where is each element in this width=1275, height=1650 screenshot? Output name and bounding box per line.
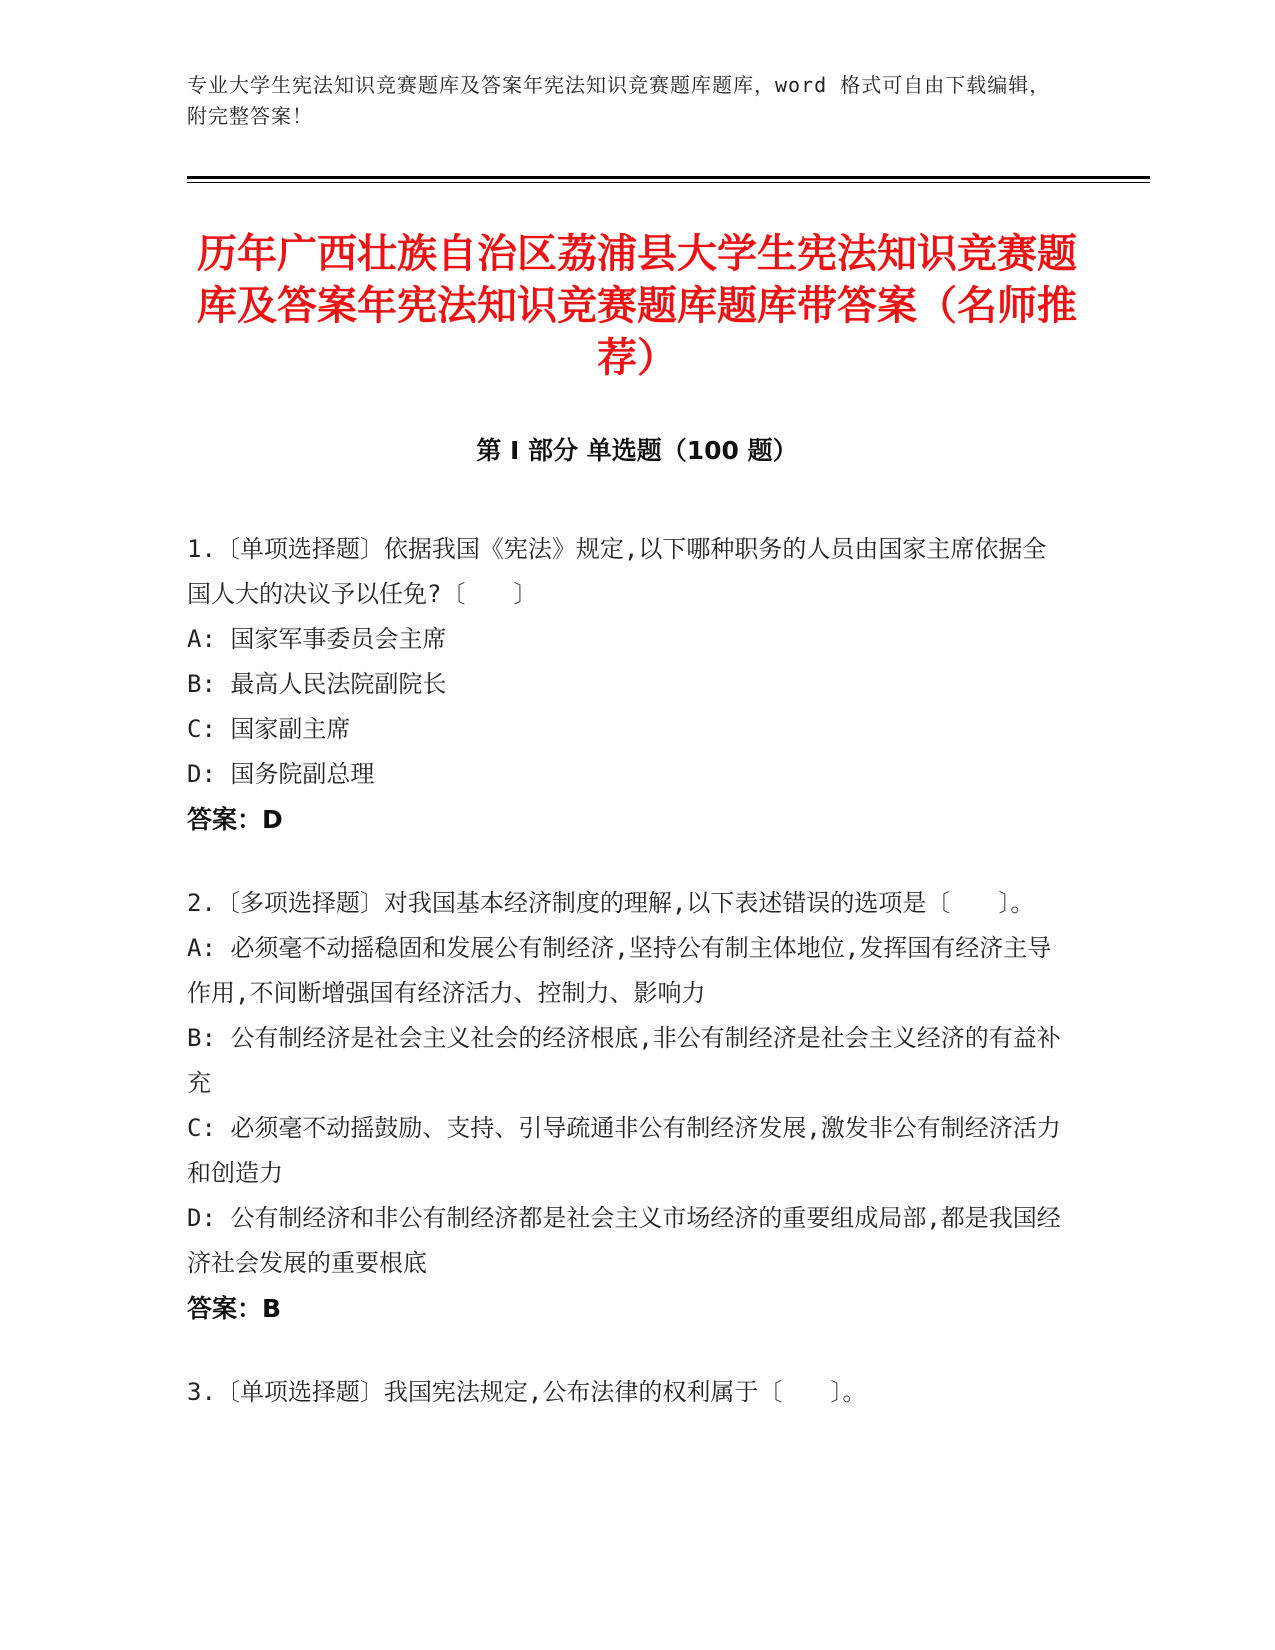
option-a: A: 国家军事委员会主席 [187,625,447,653]
option-b: B: 公有制经济是社会主义社会的经济根底,非公有制经济是社会主义经济的有益补充 [187,1024,1061,1097]
option-d: D: 公有制经济和非公有制经济都是社会主义市场经济的重要组成局部,都是我国经济社会发展的重要根底 [187,1204,1061,1277]
option-d: D: 国务院副总理 [187,760,375,788]
question-stem: 3.〔单项选择题〕我国宪法规定,公布法律的权利属于〔 〕。 [187,1378,867,1406]
option-a: A: 必须毫不动摇稳固和发展公有制经济,坚持公有制主体地位,发挥国有经济主导作用,不间断增强国有经济活力、控制力、影响力 [187,934,1052,1007]
option-c: C: 必须毫不动摇鼓励、支持、引导疏通非公有制经济发展,激发非公有制经济活力和创造力 [187,1114,1061,1187]
header-divider-thin [187,182,1150,183]
option-b: B: 最高人民法院副院长 [187,670,447,698]
answer: 答案：D [187,805,283,834]
question-3 [187,1370,1067,1415]
answer: 答案：B [187,1294,282,1323]
question-stem: 1.〔单项选择题〕依据我国《宪法》规定,以下哪种职务的人员由国家主席依据全国人大的决议予以任免?〔 〕 [187,535,1047,608]
page-header: 专业大学生宪法知识竞赛题库及答案年宪法知识竞赛题库题库，word 格式可自由下载编辑，附完整答案！ [187,73,1051,128]
document-title: 历年广西壮族自治区荔浦县大学生宪法知识竞赛题库及答案年宪法知识竞赛题库题库带答案（名师推荐） [197,231,1077,381]
header-divider-thick [187,176,1150,179]
question-list [187,527,1067,1454]
question-1 [187,527,1067,842]
question-2 [187,881,1067,1331]
section-heading: 第 I 部分 单选题（100 题） [476,436,798,465]
option-c: C: 国家副主席 [187,715,351,743]
question-stem: 2.〔多项选择题〕对我国基本经济制度的理解,以下表述错误的选项是〔 〕。 [187,889,1035,917]
